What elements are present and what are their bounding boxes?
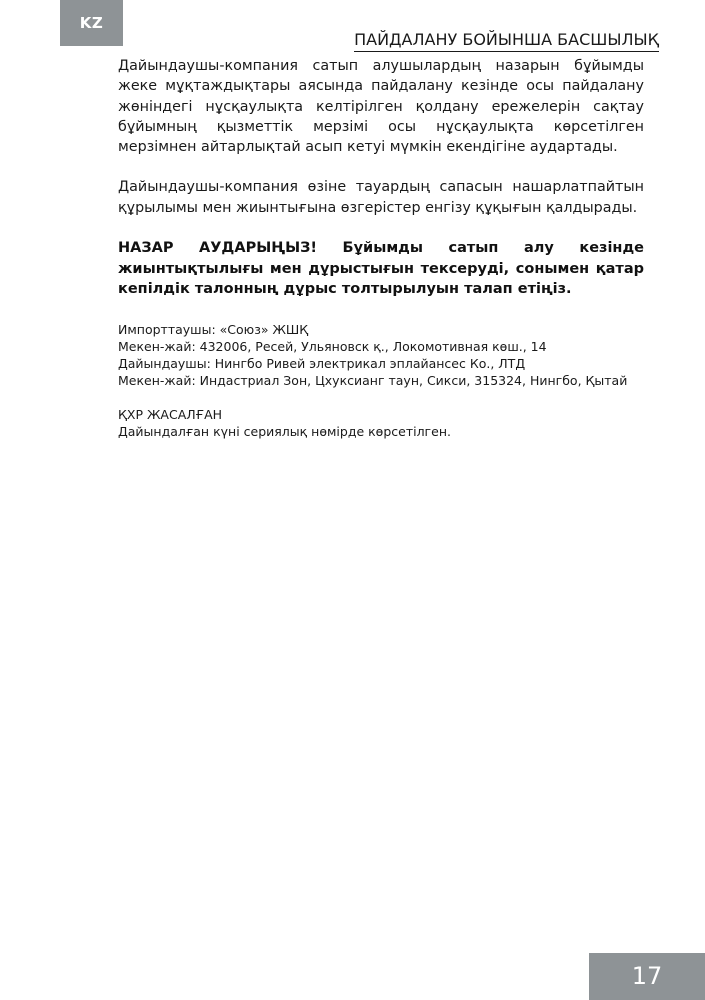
importer-manufacturer-info xyxy=(118,321,644,389)
manufacturer-line: Дайындаушы: Нингбо Ривей электрикал эплайансес Ко., ЛТД xyxy=(118,355,526,371)
attention-warning: НАЗАР АУДАРЫҢЫЗ! Бұйымды сатып алу кезінде жиынтықтылығы мен дұрыстығын тексеруді, сонымен қатар кепілдік талонның дұрыс толтырылуын талап етіңіз. xyxy=(118,240,644,298)
production-date-line: Дайындалған күні сериялық нөмірде көрсетілген. xyxy=(118,423,451,439)
paragraph-design-changes: Дайындаушы-компания өзіне тауардың сапасын нашарлатпайтын құрылымы мен жиынтығына өзгерістер енгізу құқығын қалдырады. xyxy=(118,179,644,216)
made-in-line: ҚХР ЖАСАЛҒАН xyxy=(118,406,223,422)
page-header-title: ПАЙДАЛАНУ БОЙЫНША БАСШЫЛЫҚ xyxy=(354,30,659,52)
origin-info xyxy=(118,406,644,440)
page-content xyxy=(118,56,644,440)
importer-line: Импорттаушы: «Союз» ЖШҚ xyxy=(118,321,309,337)
paragraph-service-life: Дайындаушы-компания сатып алушылардың назарын бұйымды жеке мұқтаждықтары аясында пайдалану кезінде осы пайдалану жөніндегі нұсқаулықта келтірілген қолдану ережелерін сақтау бұйымның қызметтік мерзімі осы нұсқаулықта көрсетілген мерзімнен айтарлықтай асып кетуі мүмкін екендігіне аудартады. xyxy=(118,58,644,156)
language-tab: KZ xyxy=(60,0,123,46)
page-number: 17 xyxy=(589,953,705,1000)
manufacturer-address-line: Мекен-жай: Индастриал Зон, Цхуксианг таун, Сикси, 315324, Нингбо, Қытай xyxy=(118,372,628,388)
importer-address-line: Мекен-жай: 432006, Ресей, Ульяновск қ., Локомотивная көш., 14 xyxy=(118,338,547,354)
